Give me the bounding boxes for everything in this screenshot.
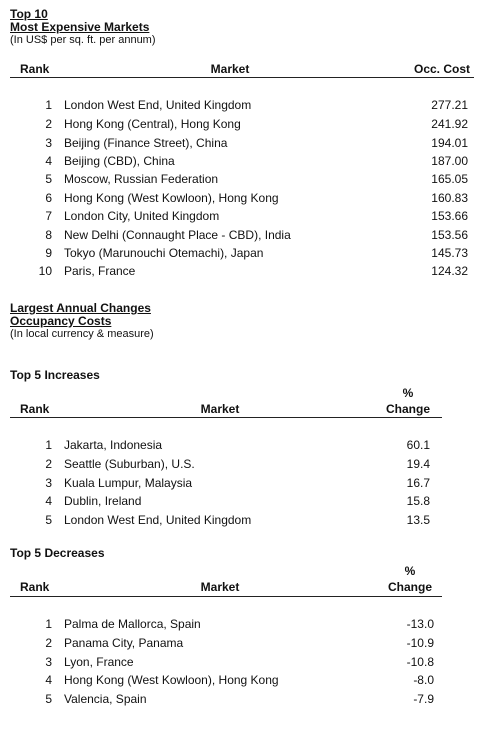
rank-cell: 8	[45, 228, 52, 242]
market-cell: Hong Kong (West Kowloon), Hong Kong	[64, 191, 279, 205]
rank-cell: 9	[45, 246, 52, 260]
table-row	[28, 244, 468, 262]
market-cell: Panama City, Panama	[64, 636, 184, 650]
table-row	[28, 170, 468, 188]
rank-cell: 1	[45, 617, 52, 631]
market-cell: Hong Kong (West Kowloon), Hong Kong	[64, 673, 279, 687]
table-row	[28, 474, 430, 492]
changes-subtitle: (In local currency & measure)	[10, 328, 154, 340]
market-cell: Moscow, Russian Federation	[64, 172, 219, 186]
top10-header-rank: Rank	[20, 62, 50, 76]
increases-header-rule	[10, 417, 442, 418]
changes-title-line1: Largest Annual Changes	[10, 301, 151, 315]
increases-title: Top 5 Increases	[10, 368, 100, 382]
table-row	[28, 634, 434, 652]
changes-title-block	[10, 302, 154, 341]
rank-cell: 5	[45, 513, 52, 527]
rank-cell: 1	[45, 98, 52, 112]
top10-subtitle: (In US$ per sq. ft. per annum)	[10, 34, 156, 46]
table-row	[28, 189, 468, 207]
decreases-header-pct: %	[404, 564, 416, 578]
rank-cell: 5	[45, 692, 52, 706]
table-row	[28, 455, 430, 473]
decreases-header-market: Market	[200, 580, 240, 594]
top10-title-block	[10, 8, 156, 47]
top10-header-value: Occ. Cost	[413, 62, 470, 76]
rank-cell: 10	[38, 264, 52, 278]
value-cell: 60.1	[406, 438, 430, 452]
rank-cell: 4	[45, 494, 52, 508]
market-cell: New Delhi (Connaught Place - CBD), India	[64, 228, 291, 242]
value-cell: 13.5	[406, 513, 430, 527]
rank-cell: 1	[45, 438, 52, 452]
table-row	[28, 96, 468, 114]
market-cell: London West End, United Kingdom	[64, 98, 252, 112]
top10-title-line2: Most Expensive Markets	[10, 20, 150, 34]
rank-cell: 3	[45, 136, 52, 150]
market-cell: Tokyo (Marunouchi Otemachi), Japan	[64, 246, 264, 260]
value-cell: 153.66	[431, 209, 468, 223]
value-cell: -10.8	[406, 655, 434, 669]
table-row	[28, 152, 468, 170]
value-cell: 145.73	[431, 246, 468, 260]
table-row	[28, 436, 430, 454]
top10-header-market: Market	[210, 62, 250, 76]
table-row	[28, 207, 468, 225]
table-row	[28, 262, 468, 280]
value-cell: -7.9	[413, 692, 434, 706]
value-cell: -13.0	[406, 617, 434, 631]
market-cell: Seattle (Suburban), U.S.	[64, 457, 195, 471]
value-cell: 124.32	[431, 264, 468, 278]
increases-header-market: Market	[200, 402, 240, 416]
rank-cell: 3	[45, 476, 52, 490]
rank-cell: 2	[45, 117, 52, 131]
market-cell: Lyon, France	[64, 655, 134, 669]
rank-cell: 4	[45, 154, 52, 168]
value-cell: 160.83	[431, 191, 468, 205]
table-row	[28, 226, 468, 244]
value-cell: 19.4	[406, 457, 430, 471]
table-row	[28, 653, 434, 671]
increases-header-change: Change	[385, 402, 430, 416]
value-cell: 194.01	[431, 136, 468, 150]
table-row	[28, 134, 468, 152]
market-cell: Kuala Lumpur, Malaysia	[64, 476, 193, 490]
rank-cell: 4	[45, 673, 52, 687]
market-cell: Paris, France	[64, 264, 136, 278]
decreases-header-change: Change	[387, 580, 432, 594]
market-cell: Jakarta, Indonesia	[64, 438, 163, 452]
table-row	[28, 690, 434, 708]
decreases-header-rule	[10, 596, 442, 597]
value-cell: 187.00	[431, 154, 468, 168]
value-cell: 15.8	[406, 494, 430, 508]
market-cell: Valencia, Spain	[64, 692, 147, 706]
value-cell: 165.05	[431, 172, 468, 186]
table-row	[28, 511, 430, 529]
value-cell: 277.21	[431, 98, 468, 112]
rank-cell: 2	[45, 457, 52, 471]
table-row	[28, 615, 434, 633]
value-cell: 241.92	[431, 117, 468, 131]
market-cell: London City, United Kingdom	[64, 209, 220, 223]
rank-cell: 7	[45, 209, 52, 223]
changes-title-line2: Occupancy Costs	[10, 314, 112, 328]
market-cell: Hong Kong (Central), Hong Kong	[64, 117, 241, 131]
increases-header-pct: %	[402, 386, 414, 400]
rank-cell: 5	[45, 172, 52, 186]
table-row	[28, 492, 430, 510]
table-row	[28, 671, 434, 689]
market-cell: Palma de Mallorca, Spain	[64, 617, 201, 631]
decreases-title: Top 5 Decreases	[10, 546, 105, 560]
top10-title-line1: Top 10	[10, 7, 48, 21]
market-cell: Dublin, Ireland	[64, 494, 142, 508]
rank-cell: 6	[45, 191, 52, 205]
market-cell: Beijing (Finance Street), China	[64, 136, 228, 150]
value-cell: 16.7	[406, 476, 430, 490]
value-cell: -8.0	[413, 673, 434, 687]
table-row	[28, 115, 468, 133]
decreases-header-rank: Rank	[20, 580, 50, 594]
value-cell: 153.56	[431, 228, 468, 242]
value-cell: -10.9	[406, 636, 434, 650]
increases-header-rank: Rank	[20, 402, 50, 416]
market-cell: London West End, United Kingdom	[64, 513, 252, 527]
top10-header-rule	[10, 77, 474, 78]
rank-cell: 2	[45, 636, 52, 650]
rank-cell: 3	[45, 655, 52, 669]
market-cell: Beijing (CBD), China	[64, 154, 175, 168]
